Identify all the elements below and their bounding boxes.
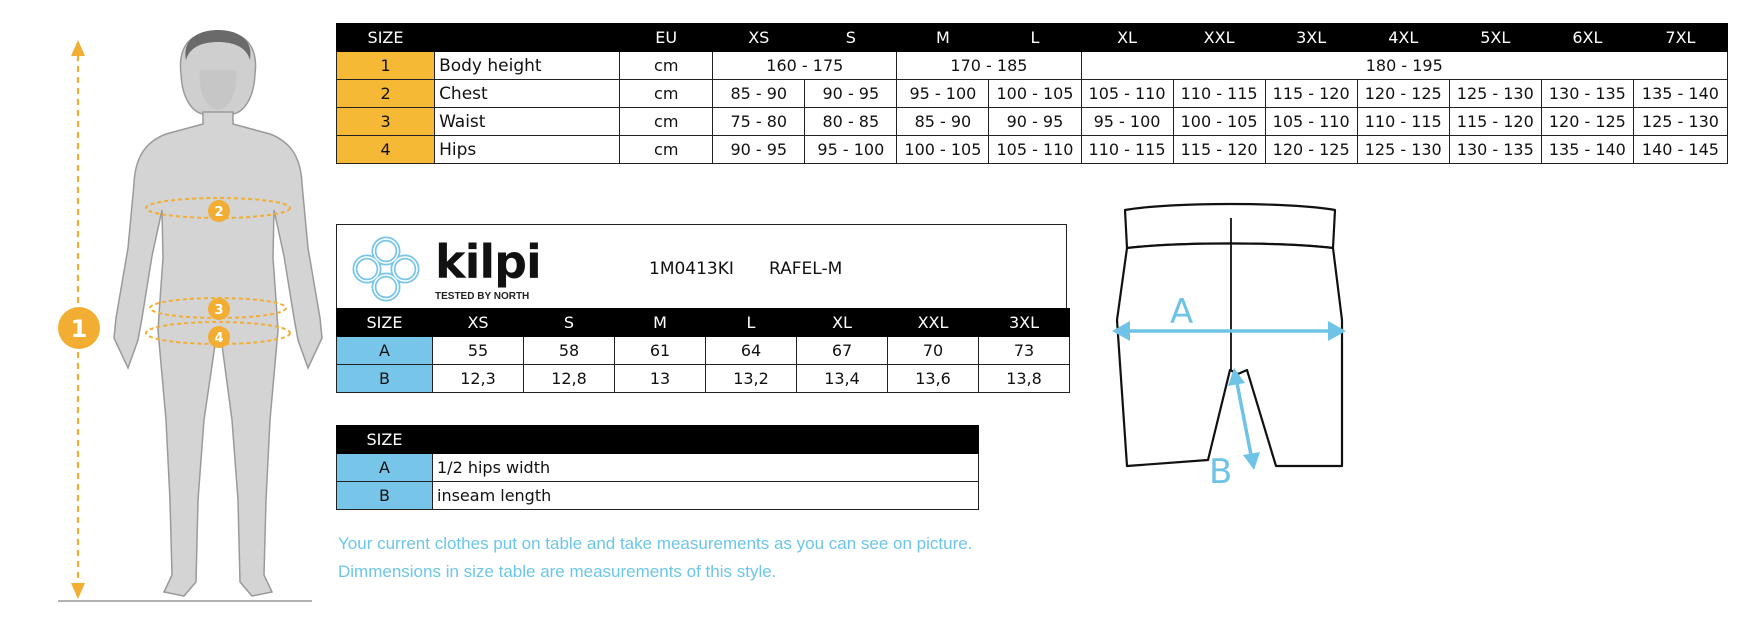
row-number: 4 [337,136,435,164]
header-cell: XXL [888,309,979,337]
body-figure-illustration [0,0,330,643]
table-cell: 100 - 105 [897,136,989,164]
table-row [337,365,1070,393]
table-cell: 55 [433,337,524,365]
table-cell: 110 - 115 [1357,108,1449,136]
table-cell: 95 - 100 [805,136,897,164]
table-cell: 13,2 [706,365,797,393]
table-row [337,80,1728,108]
table-row [337,337,1070,365]
row-label: Waist [435,108,620,136]
table-cell: 125 - 130 [1633,108,1727,136]
header-cell: 3XL [1265,24,1357,52]
table-cell: 105 - 110 [1081,80,1173,108]
table-cell: 67 [797,337,888,365]
height-marker-label: 1 [70,315,88,343]
row-label: Chest [435,80,620,108]
table-cell: 125 - 130 [1449,80,1541,108]
chest-marker-label: 2 [214,205,224,220]
table-cell: 100 - 105 [989,80,1081,108]
header-cell [435,24,620,52]
row-unit: cm [620,80,713,108]
shorts-illustration [1100,200,1360,490]
table-cell: 13,8 [979,365,1070,393]
header-cell: EU [620,24,713,52]
table-cell: 120 - 125 [1357,80,1449,108]
table-cell: 61 [615,337,706,365]
table-cell: 90 - 95 [713,136,805,164]
waist-marker-label: 3 [214,303,224,318]
logo-wordmark: kilpi [435,235,541,289]
header-cell: SIZE [337,426,433,454]
header-cell: L [706,309,797,337]
table-cell: 13,6 [888,365,979,393]
row-number: 1 [337,52,435,80]
table-cell: 110 - 115 [1173,80,1265,108]
table-row [337,136,1728,164]
table-cell: 120 - 125 [1265,136,1357,164]
table-cell: 12,3 [433,365,524,393]
row-unit: cm [620,108,713,136]
model-header [336,224,1067,308]
row-unit: cm [620,52,713,80]
table-cell: 64 [706,337,797,365]
table-row [337,454,979,482]
table-cell: 115 - 120 [1449,108,1541,136]
table-cell: 95 - 100 [1081,108,1173,136]
header-cell: XL [1081,24,1173,52]
header-cell: 7XL [1633,24,1727,52]
instruction-note: Your current clothes put on table and take measurements as you can see on picture. [338,534,973,553]
legend-header [337,426,979,454]
table-cell: 70 [888,337,979,365]
model-measurements-table [336,308,1070,393]
table-cell: 135 - 140 [1541,136,1633,164]
table-cell: 13 [615,365,706,393]
table-cell: 115 - 120 [1265,80,1357,108]
header-cell: L [989,24,1081,52]
table-cell: 75 - 80 [713,108,805,136]
model-name: RAFEL-M [769,259,843,279]
row-label: A [337,454,433,482]
size-table-header [337,24,1728,52]
legend-description: 1/2 hips width [433,454,979,482]
table-cell: 13,4 [797,365,888,393]
size-table [336,23,1728,164]
table-row [337,52,1728,80]
table-cell: 85 - 90 [897,108,989,136]
header-cell: SIZE [337,24,435,52]
table-cell: 160 - 175 [713,52,897,80]
table-cell: 100 - 105 [1173,108,1265,136]
kilpi-knot-logo-icon [345,231,427,307]
row-label: Hips [435,136,620,164]
row-number: 2 [337,80,435,108]
table-cell: 140 - 145 [1633,136,1727,164]
header-cell: M [897,24,989,52]
logo-tagline: TESTED BY NORTH [435,291,530,302]
table-cell: 105 - 110 [1265,108,1357,136]
table-cell: 120 - 125 [1541,108,1633,136]
table-cell: 115 - 120 [1173,136,1265,164]
legend-description: inseam length [433,482,979,510]
row-label: B [337,482,433,510]
kilpi-logo [345,231,545,306]
table-cell: 80 - 85 [805,108,897,136]
table-cell: 73 [979,337,1070,365]
model-table-header [337,309,1070,337]
header-cell: 3XL [979,309,1070,337]
table-row [337,108,1728,136]
table-row [337,482,979,510]
table-cell: 135 - 140 [1633,80,1727,108]
row-label: A [337,337,433,365]
instruction-note: Dimmensions in size table are measurements of this style. [338,562,777,581]
header-cell: S [805,24,897,52]
shorts-label-a: A [1170,292,1194,332]
table-cell: 90 - 95 [805,80,897,108]
model-code: 1M0413KI [649,259,734,279]
row-number: 3 [337,108,435,136]
header-cell: 4XL [1357,24,1449,52]
table-cell: 90 - 95 [989,108,1081,136]
row-label: Body height [435,52,620,80]
measurement-legend-table [336,425,979,510]
header-cell [433,426,979,454]
table-cell: 105 - 110 [989,136,1081,164]
shorts-label-b: B [1209,452,1233,490]
hips-marker-label: 4 [214,331,224,346]
table-cell: 130 - 135 [1449,136,1541,164]
table-cell: 170 - 185 [897,52,1081,80]
table-cell: 12,8 [524,365,615,393]
header-cell: S [524,309,615,337]
header-cell: SIZE [337,309,433,337]
table-cell: 110 - 115 [1081,136,1173,164]
table-cell: 95 - 100 [897,80,989,108]
header-cell: 6XL [1541,24,1633,52]
header-cell: XL [797,309,888,337]
table-cell: 85 - 90 [713,80,805,108]
table-cell: 125 - 130 [1357,136,1449,164]
header-cell: 5XL [1449,24,1541,52]
table-cell: 130 - 135 [1541,80,1633,108]
row-label: B [337,365,433,393]
header-cell: XS [713,24,805,52]
header-cell: XS [433,309,524,337]
row-unit: cm [620,136,713,164]
table-cell: 58 [524,337,615,365]
header-cell: XXL [1173,24,1265,52]
table-cell: 180 - 195 [1081,52,1728,80]
header-cell: M [615,309,706,337]
